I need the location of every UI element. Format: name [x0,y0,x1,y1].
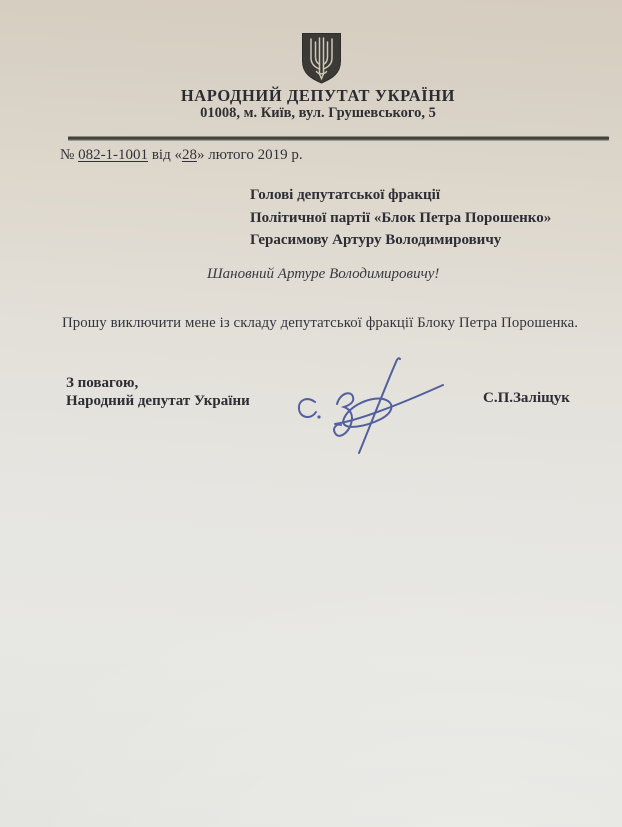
header-divider-rule [68,136,609,141]
ukraine-trident-emblem-icon [299,31,344,86]
closing-position: Народний депутат України [66,393,250,409]
body-paragraph: Прошу виключити мене із складу депутатської фракції Блоку Петра Порошенка. [62,315,579,331]
reference-day: 28 [181,147,197,163]
reference-prefix: № [60,147,79,163]
addressee-block [250,184,551,252]
salutation-line: Шановний Артуре Володимировичу! [207,266,440,282]
organization-address: 01008, м. Київ, вул. Грушевського, 5 [200,105,436,121]
reference-tail: » лютого 2019 р. [196,147,303,163]
addressee-line: Політичної партії «Блок Петра Порошенко» [250,209,552,226]
reference-middle: від « [148,147,182,163]
organization-title: НАРОДНИЙ ДЕПУТАТ УКРАЇНИ [180,86,456,105]
handwritten-signature-icon [283,348,478,460]
reference-line [60,147,303,164]
closing-regards: З повагою, [66,375,139,391]
addressee-line: Герасимову Артуру Володимировичу [250,232,502,248]
reference-number: 082-1-1001 [78,147,149,163]
addressee-line: Голові депутатської фракції [250,187,440,203]
signer-name: С.П.Заліщук [483,390,570,406]
